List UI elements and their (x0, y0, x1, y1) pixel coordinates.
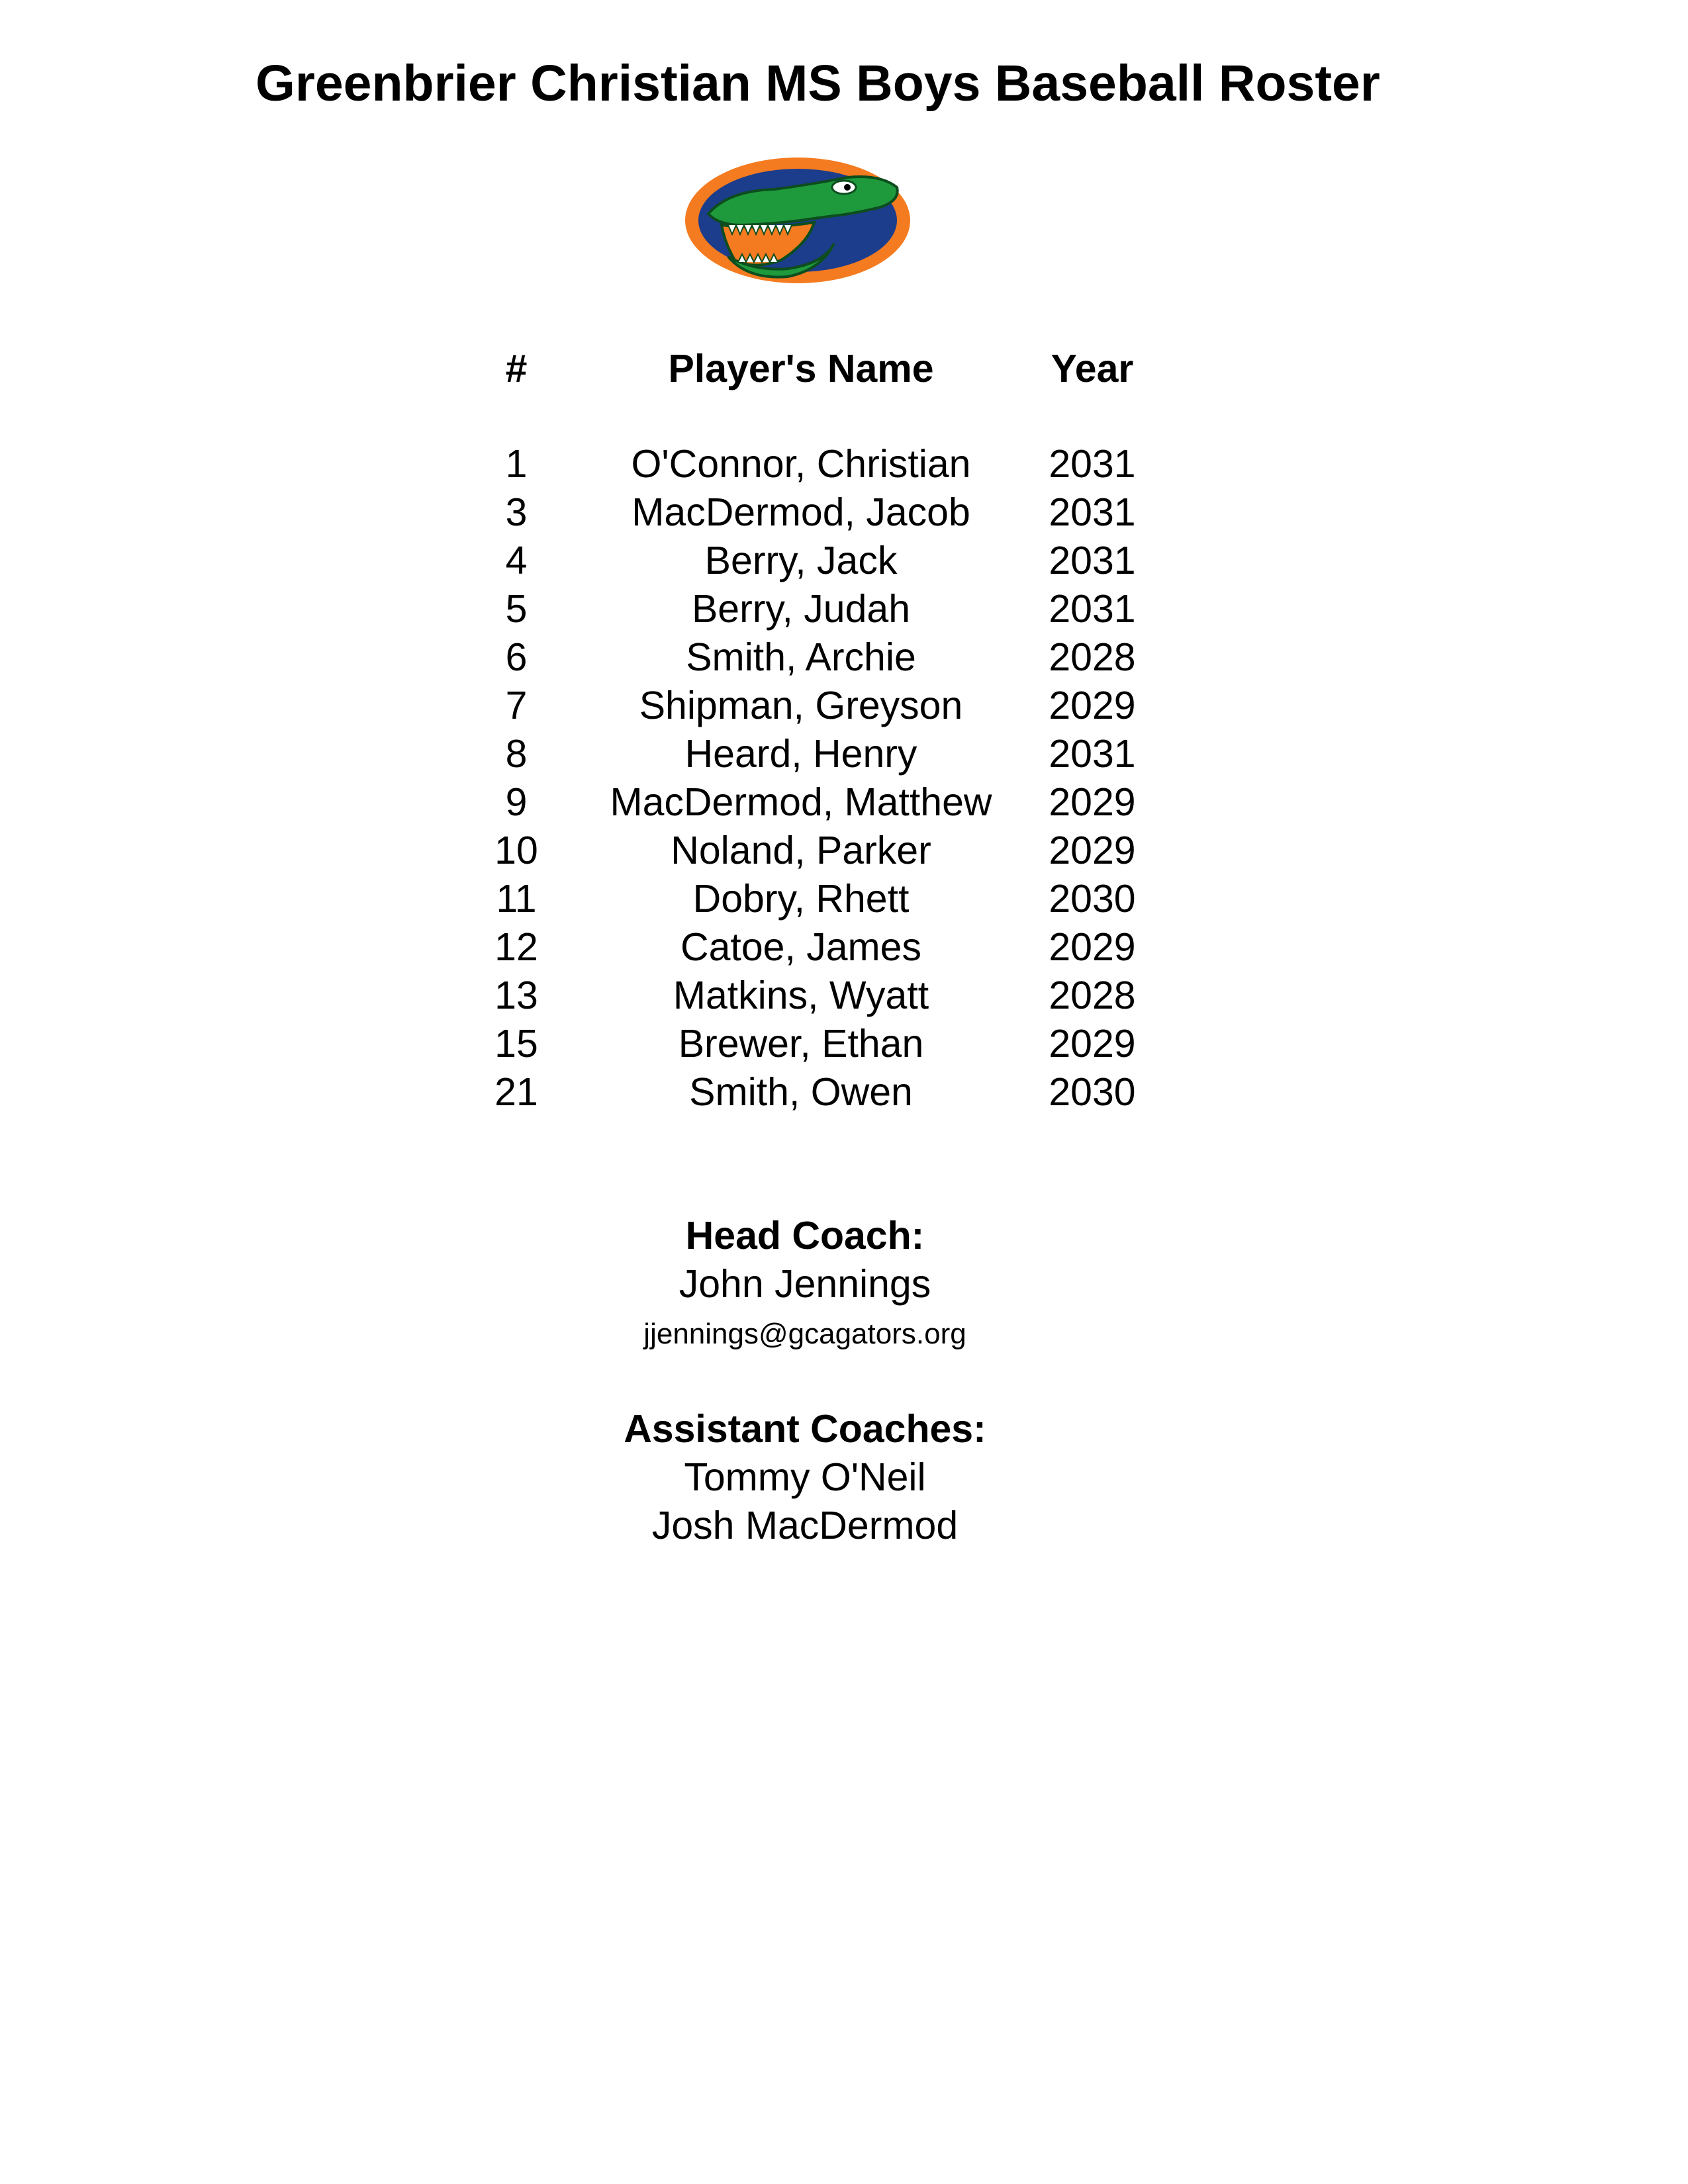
player-name: Matkins, Wyatt (673, 974, 929, 1017)
player-number: 8 (505, 732, 528, 776)
header-number: # (505, 347, 528, 390)
player-number: 13 (494, 974, 538, 1017)
player-name: Heard, Henry (684, 732, 917, 776)
assistant-coach-name: Josh MacDermod (651, 1504, 959, 1547)
player-number: 4 (505, 539, 528, 582)
player-year: 2029 (1049, 780, 1136, 824)
player-number: 10 (494, 829, 538, 872)
player-name: Dobry, Rhett (692, 877, 910, 921)
player-name: O'Connor, Christian (631, 442, 971, 486)
player-number: 11 (496, 877, 537, 921)
player-year: 2030 (1049, 877, 1136, 921)
player-name: MacDermod, Matthew (610, 780, 992, 824)
player-name: Berry, Judah (691, 587, 911, 631)
player-name: Smith, Owen (689, 1070, 913, 1114)
player-number: 1 (505, 442, 528, 486)
player-year: 2029 (1049, 1022, 1136, 1066)
player-number: 12 (494, 925, 538, 969)
assistant-coaches-heading: Assistant Coaches: (624, 1407, 986, 1451)
player-name: MacDermod, Jacob (632, 490, 970, 534)
gator-logo-icon (682, 151, 914, 290)
player-number: 6 (505, 635, 528, 679)
player-year: 2028 (1049, 635, 1136, 679)
player-name: Noland, Parker (671, 829, 931, 872)
player-year: 2030 (1049, 1070, 1136, 1114)
player-number: 21 (494, 1070, 538, 1114)
player-name: Catoe, James (680, 925, 921, 969)
player-year: 2031 (1049, 490, 1136, 534)
player-number: 9 (505, 780, 528, 824)
head-coach-email: jjennings@gcagators.org (643, 1318, 966, 1350)
player-year: 2031 (1049, 442, 1136, 486)
player-year: 2031 (1049, 539, 1136, 582)
player-year: 2029 (1049, 829, 1136, 872)
player-name: Shipman, Greyson (639, 684, 963, 727)
header-name: Player's Name (668, 347, 934, 390)
player-year: 2029 (1049, 925, 1136, 969)
page-title: Greenbrier Christian MS Boys Baseball Roster (256, 55, 1380, 112)
player-name: Brewer, Ethan (678, 1022, 924, 1066)
head-coach-name: John Jennings (679, 1262, 931, 1306)
player-number: 5 (505, 587, 528, 631)
player-number: 3 (505, 490, 528, 534)
header-year: Year (1051, 347, 1134, 390)
player-year: 2028 (1049, 974, 1136, 1017)
assistant-coach-name: Tommy O'Neil (684, 1455, 926, 1499)
player-name: Berry, Jack (704, 539, 898, 582)
player-year: 2029 (1049, 684, 1136, 727)
player-number: 15 (494, 1022, 538, 1066)
player-name: Smith, Archie (686, 635, 916, 679)
player-number: 7 (505, 684, 528, 727)
player-year: 2031 (1049, 732, 1136, 776)
head-coach-heading: Head Coach: (685, 1214, 925, 1257)
player-year: 2031 (1049, 587, 1136, 631)
